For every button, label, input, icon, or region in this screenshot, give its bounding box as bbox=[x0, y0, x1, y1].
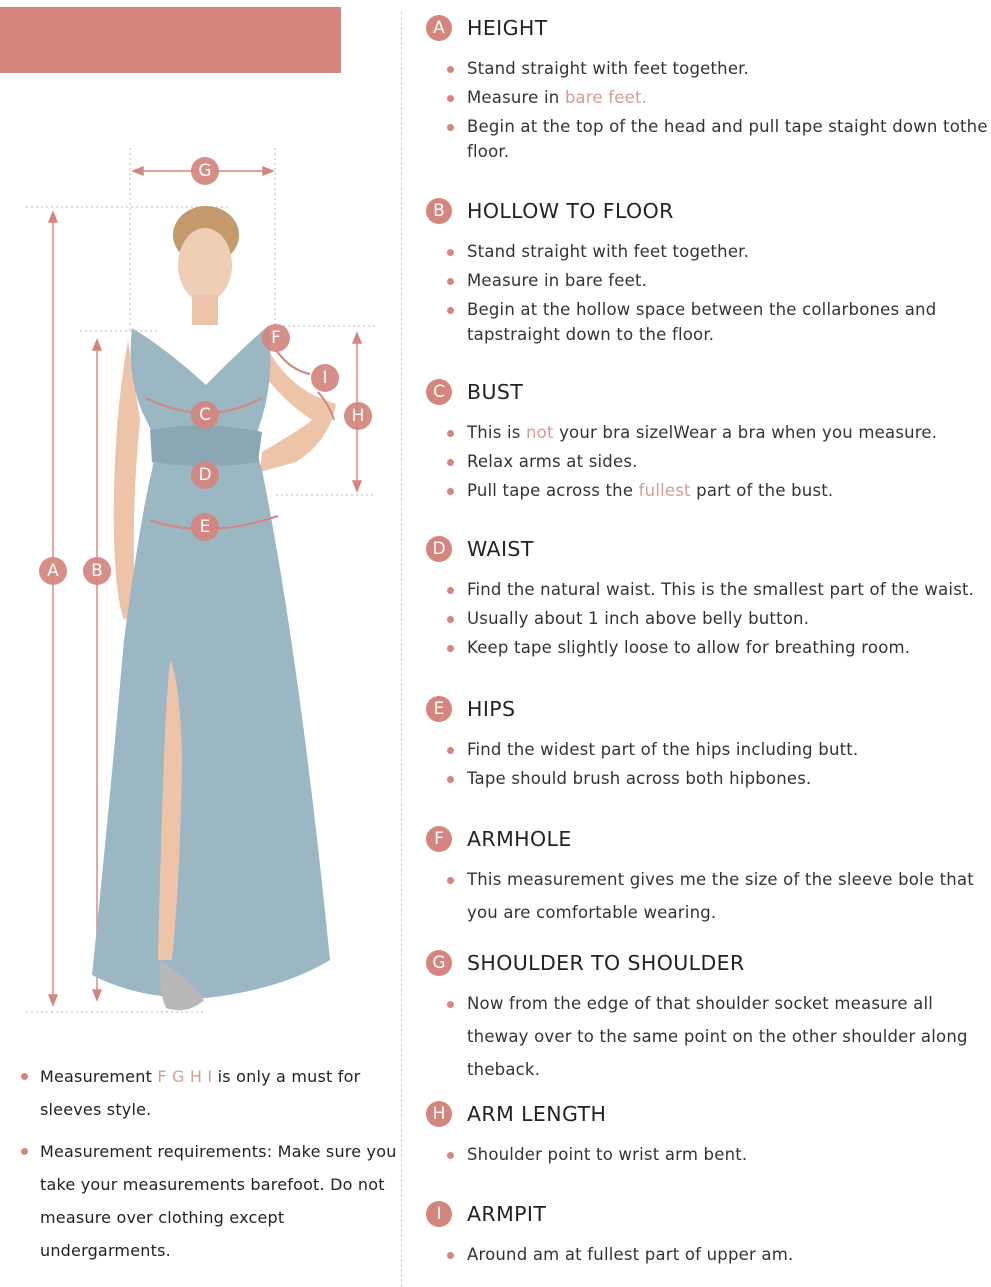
bullet-item bbox=[426, 85, 991, 110]
bullet-dot bbox=[447, 1152, 454, 1159]
section-heading bbox=[426, 535, 991, 563]
note-text: Measurement requirements: Make sure you take your measurements barefoot. Do not measure over clothing except undergarments. bbox=[40, 1142, 397, 1260]
letter-badge: D bbox=[426, 536, 452, 562]
letter-badge: H bbox=[426, 1101, 452, 1127]
bullet-item bbox=[426, 606, 991, 631]
bullet-text: Pull tape across the bbox=[467, 481, 639, 500]
bullet-item bbox=[426, 268, 991, 293]
highlight-text: not bbox=[526, 423, 554, 442]
badge-e: E bbox=[191, 513, 219, 541]
note-sleeves bbox=[18, 1060, 398, 1126]
bullet-dot bbox=[447, 616, 454, 623]
section-heading bbox=[426, 378, 991, 406]
bullet-text: This is bbox=[467, 423, 526, 442]
bullet-dot bbox=[21, 1148, 28, 1155]
bullet-dot bbox=[447, 278, 454, 285]
bullet-dot bbox=[447, 877, 454, 884]
section-bust bbox=[426, 378, 991, 503]
section-hollow-to-floor bbox=[426, 197, 991, 347]
bullet-item bbox=[426, 1242, 991, 1267]
section-heading bbox=[426, 949, 991, 977]
section-hips bbox=[426, 695, 991, 791]
section-armhole bbox=[426, 825, 991, 929]
bullet-item bbox=[426, 1142, 991, 1167]
section-title: HOLLOW TO FLOOR bbox=[467, 199, 674, 223]
bullet-dot bbox=[447, 95, 454, 102]
bullet-text: Relax arms at sides. bbox=[467, 452, 638, 471]
badge-d: D bbox=[191, 461, 219, 489]
bullet-item bbox=[426, 420, 991, 445]
column-divider bbox=[401, 12, 402, 1287]
bullet-item bbox=[426, 635, 991, 660]
section-armpit bbox=[426, 1200, 991, 1267]
highlight-text: bare feet. bbox=[564, 88, 648, 107]
bullet-text: Shoulder point to wrist arm bent. bbox=[467, 1145, 748, 1164]
bullet-text: Measure in bbox=[467, 88, 565, 107]
bullet-dot bbox=[447, 124, 454, 131]
section-heading bbox=[426, 1100, 991, 1128]
bullet-text: Now from the edge of that shoulder socket measure all theway over to the same point on the other shoulder along theback. bbox=[467, 994, 968, 1079]
letter-badge: I bbox=[426, 1201, 452, 1227]
section-heading bbox=[426, 1200, 991, 1228]
bullet-text: Around am at fullest part of upper am. bbox=[467, 1245, 794, 1264]
section-title: SHOULDER TO SHOULDER bbox=[467, 951, 745, 975]
bullet-dot bbox=[447, 645, 454, 652]
bullet-dot bbox=[447, 459, 454, 466]
section-height bbox=[426, 14, 991, 164]
badge-h: H bbox=[344, 402, 372, 430]
section-shoulder-to-shoulder bbox=[426, 949, 991, 1086]
badge-b: B bbox=[83, 557, 111, 585]
bullet-dot bbox=[447, 249, 454, 256]
note-requirements bbox=[18, 1135, 398, 1267]
section-heading bbox=[426, 825, 991, 853]
bullet-text: Measure in bare feet. bbox=[467, 271, 648, 290]
bullet-text: Tape should brush across both hipbones. bbox=[467, 769, 812, 788]
measurement-notes bbox=[18, 1060, 398, 1276]
badge-c: C bbox=[191, 401, 219, 429]
section-heading bbox=[426, 197, 991, 225]
section-waist bbox=[426, 535, 991, 660]
letter-badge: G bbox=[426, 950, 452, 976]
section-title: ARMHOLE bbox=[467, 827, 572, 851]
badge-g: G bbox=[191, 157, 219, 185]
bullet-text: Stand straight with feet together. bbox=[467, 59, 750, 78]
note-text: is only a must for sleeves style. bbox=[40, 1067, 361, 1119]
bullet-item bbox=[426, 297, 991, 347]
bullet-text: your bra sizelWear a bra when you measure. bbox=[553, 423, 938, 442]
letter-badge: F bbox=[426, 826, 452, 852]
model-figure bbox=[0, 0, 400, 1030]
bullet-dot bbox=[447, 747, 454, 754]
bullet-text: Find the natural waist. This is the smallest part of the waist. bbox=[467, 580, 975, 599]
bullet-item bbox=[426, 478, 991, 503]
bullet-item bbox=[426, 239, 991, 264]
badge-i: I bbox=[311, 364, 339, 392]
badge-f: F bbox=[262, 324, 290, 352]
section-title: WAIST bbox=[467, 537, 534, 561]
bullet-item bbox=[426, 987, 991, 1086]
bullet-dot bbox=[447, 1001, 454, 1008]
bullet-item bbox=[426, 863, 991, 929]
highlight-text: fullest bbox=[638, 481, 691, 500]
section-title: HIPS bbox=[467, 697, 516, 721]
bullet-dot bbox=[447, 66, 454, 73]
bullet-text: Find the widest part of the hips including butt. bbox=[467, 740, 859, 759]
note-text: Measurement bbox=[40, 1067, 158, 1086]
bullet-text: Usually about 1 inch above belly button. bbox=[467, 609, 810, 628]
bullet-item bbox=[426, 737, 991, 762]
bullet-dot bbox=[447, 1252, 454, 1259]
badge-a: A bbox=[39, 557, 67, 585]
bullet-item bbox=[426, 114, 991, 164]
bullet-text: This measurement gives me the size of the sleeve bole that you are comfortable wearing. bbox=[467, 870, 974, 922]
bullet-dot bbox=[21, 1073, 28, 1080]
bullet-text: Begin at the hollow space between the collarbones and tapstraight down to the floor. bbox=[467, 300, 937, 344]
bullet-item bbox=[426, 766, 991, 791]
section-title: HEIGHT bbox=[467, 16, 548, 40]
section-heading bbox=[426, 14, 991, 42]
bullet-item bbox=[426, 449, 991, 474]
section-title: BUST bbox=[467, 380, 524, 404]
bullet-dot bbox=[447, 488, 454, 495]
bullet-text: part of the bust. bbox=[690, 481, 834, 500]
bullet-text: Stand straight with feet together. bbox=[467, 242, 750, 261]
letter-badge: B bbox=[426, 198, 452, 224]
section-title: ARMPIT bbox=[467, 1202, 547, 1226]
bullet-text: Begin at the top of the head and pull tape staight down tothe floor. bbox=[467, 117, 988, 161]
bullet-dot bbox=[447, 587, 454, 594]
letter-badge: E bbox=[426, 696, 452, 722]
letter-badge: C bbox=[426, 379, 452, 405]
bullet-item bbox=[426, 56, 991, 81]
bullet-dot bbox=[447, 776, 454, 783]
bullet-dot bbox=[447, 307, 454, 314]
bullet-text: Keep tape slightly loose to allow for breathing room. bbox=[467, 638, 911, 657]
letter-badge: A bbox=[426, 15, 452, 41]
bullet-item bbox=[426, 577, 991, 602]
section-arm-length bbox=[426, 1100, 991, 1167]
section-title: ARM LENGTH bbox=[467, 1102, 607, 1126]
section-heading bbox=[426, 695, 991, 723]
note-highlight: F G H I bbox=[157, 1067, 213, 1086]
bullet-dot bbox=[447, 430, 454, 437]
